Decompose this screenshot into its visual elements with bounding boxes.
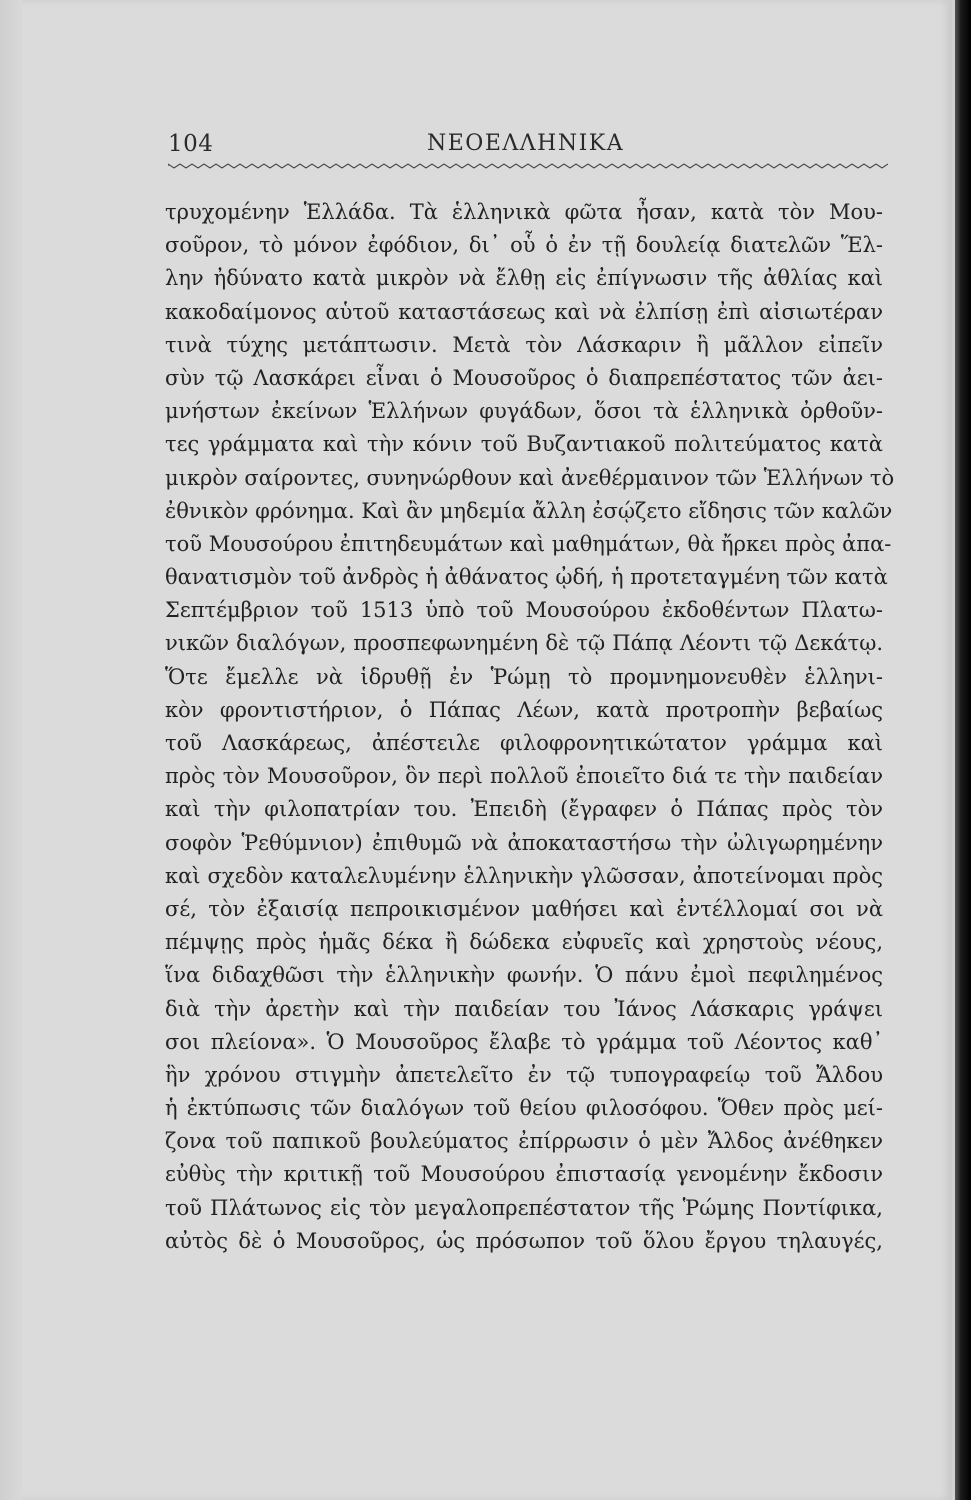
text-line: τοῦ Λασκάρεως, ἀπέστειλε φιλοφρονητικώτατον γράμμα καὶ [165, 731, 883, 755]
text-line: σὺν τῷ Λασκάρει εἶναι ὁ Μουσοῦρος ὁ διαπρεπέστατος τῶν ἀει- [165, 365, 883, 390]
text-line: Σεπτέμβριον τοῦ 1513 ὑπὸ τοῦ Μουσούρου ἐκδοθέντων Πλατω- [165, 598, 883, 623]
text-line: τοῦ Πλάτωνος εἰς τὸν μεγαλοπρεπέστατον τῆς Ῥώμης Ποντίφικα, [165, 1195, 883, 1220]
text-line: σέ, τὸν ἐξαισίᾳ πεπροικισμένον μαθήσει καὶ ἐντέλλομαί σοι νὰ [165, 896, 883, 921]
text-line: ἡ ἐκτύπωσις τῶν διαλόγων τοῦ θείου φιλοσόφου. Ὅθεν πρὸς μεί- [165, 1096, 883, 1121]
text-line: διὰ τὴν ἀρετὴν καὶ τὴν παιδείαν του Ἰάνος Λάσκαρις γράψει [165, 996, 883, 1021]
text-line: σοφὸν Ῥεθύμνιον) ἐπιθυμῶ νὰ ἀποκαταστήσω τὴν ὠλιγωρημένην [165, 830, 883, 855]
text-line: εὐθὺς τὴν κριτικῇ τοῦ Μουσούρου ἐπιστασίᾳ γενομένην ἔκδοσιν [165, 1162, 883, 1187]
page-number: 104 [168, 131, 214, 157]
text-line: τες γράμματα καὶ τὴν κόνιν τοῦ Βυζαντιακοῦ πολιτεύματος κατὰ [165, 432, 883, 457]
text-line: θανατισμὸν τοῦ ἀνδρὸς ἡ ἀθάνατος ᾠδή, ἡ προτεταγμένη τῶν κατὰ [165, 565, 888, 590]
text-line: λην ἠδύνατο κατὰ μικρὸν νὰ ἔλθῃ εἰς ἐπίγνωσιν τῆς ἀθλίας καὶ [165, 266, 883, 291]
running-title: ΝΕΟΕΛΛΗΝΙΚΑ [427, 131, 625, 156]
text-line: μνήστων ἐκείνων Ἑλλήνων φυγάδων, ὅσοι τὰ ἑλληνικὰ ὀρθοῦν- [165, 399, 883, 424]
text-line: καὶ τὴν φιλοπατρίαν του. Ἐπειδὴ (ἔγραφεν ὁ Πάπας πρὸς τὸν [165, 797, 883, 822]
text-line: τινὰ τύχης μετάπτωσιν. Μετὰ τὸν Λάσκαριν ἢ μᾶλλον εἰπεῖν [165, 332, 883, 357]
text-line: πρὸς τὸν Μουσοῦρον, ὃν περὶ πολλοῦ ἐποιεῖτο διά τε τὴν παιδείαν [165, 764, 883, 789]
text-line: κακοδαίμονος αὑτοῦ καταστάσεως καὶ νὰ ἐλπίσῃ ἐπὶ αἰσιωτέραν [165, 299, 883, 324]
text-line: αὐτὸς δὲ ὁ Μουσοῦρος, ὡς πρόσωπον τοῦ ὅλου ἔργου τηλαυγές, [165, 1228, 883, 1253]
body-text [165, 196, 895, 1258]
text-line: μικρὸν σαίροντες, συνηνώρθουν καὶ ἀνεθέρμαινον τῶν Ἑλλήνων τὸ [165, 465, 895, 490]
text-line: τοῦ Μουσούρου ἐπιτηδευμάτων καὶ μαθημάτων, θὰ ἤρκει πρὸς ἀπα- [165, 531, 892, 556]
text-line: τρυχομένην Ἑλλάδα. Τὰ ἑλληνικὰ φῶτα ἦσαν, κατὰ τὸν Μου- [165, 200, 883, 224]
text-line: ἐθνικὸν φρόνημα. Καὶ ἂν μηδεμία ἄλλη ἐσῴζετο εἴδησις τῶν καλῶν [165, 498, 893, 523]
text-line: σοι πλείονα». Ὁ Μουσοῦρος ἔλαβε τὸ γράμμα τοῦ Λέοντος καθ᾽ [165, 1029, 883, 1054]
running-head [168, 131, 888, 161]
text-line: νικῶν διαλόγων, προσπεφωνημένη δὲ τῷ Πάπᾳ Λέοντι τῷ Δεκάτῳ. [165, 631, 883, 656]
text-line: ζονα τοῦ παπικοῦ βουλεύματος ἐπίρρωσιν ὁ μὲν Ἄλδος ἀνέθηκεν [165, 1129, 883, 1154]
page-binding-edge [955, 0, 971, 1500]
wavy-rule-divider [168, 162, 888, 170]
text-line: κὸν φροντιστήριον, ὁ Πάπας Λέων, κατὰ προτροπὴν βεβαίως [165, 697, 883, 722]
text-line: καὶ σχεδὸν καταλελυμένην ἑλληνικὴν γλῶσσαν, ἀποτείνομαι πρὸς [165, 863, 883, 888]
text-line: ἵνα διδαχθῶσι τὴν ἑλληνικὴν φωνήν. Ὁ πάνυ ἐμοὶ πεφιλημένος [165, 963, 883, 988]
text-line: Ὅτε ἔμελλε νὰ ἱδρυθῇ ἐν Ῥώμῃ τὸ προμνημονευθὲν ἑλληνι- [165, 664, 883, 689]
text-line: σοῦρον, τὸ μόνον ἐφόδιον, δι᾽ οὗ ὁ ἐν τῇ δουλείᾳ διατελῶν Ἕλ- [165, 233, 883, 258]
text-line: ἣν χρόνου στιγμὴν ἀπετελεῖτο ἐν τῷ τυπογραφείῳ τοῦ Ἄλδου [165, 1062, 883, 1087]
text-line: πέμψῃς πρὸς ἡμᾶς δέκα ἢ δώδεκα εὐφυεῖς καὶ χρηστοὺς νέους, [165, 930, 883, 955]
